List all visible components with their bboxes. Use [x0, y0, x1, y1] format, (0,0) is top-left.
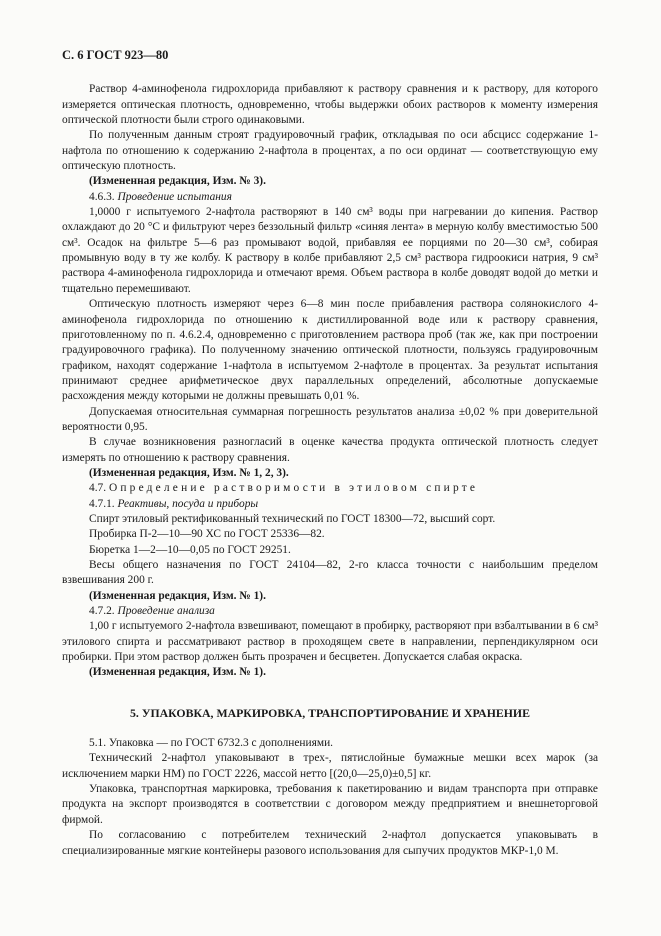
clause-number: 4.7.1.: [89, 497, 115, 510]
amendment-note: (Измененная редакция, Изм. № 1).: [89, 589, 266, 602]
paragraph: Пробирка П-2—10—90 ХС по ГОСТ 25336—82.: [89, 528, 325, 541]
paragraph: По согласованию с потребителем технический 2-нафтол допускается упаковывать в специализированные мягкие контейнеры разового использования для сыпучих продуктов МКР-1,0 М.: [62, 829, 598, 857]
clause-heading: [62, 604, 598, 619]
clause-number: 4.6.3.: [89, 190, 115, 203]
clause-title: Реактивы, посуда и приборы: [117, 497, 259, 510]
clause-heading: [62, 190, 598, 205]
paragraph: 5.1. Упаковка — по ГОСТ 6732.3 с дополнениями.: [89, 737, 334, 750]
page-header: С. 6 ГОСТ 923—80: [62, 48, 169, 62]
amendment-note: (Измененная редакция, Изм. № 3).: [89, 175, 266, 188]
paragraph: Допускаемая относительная суммарная погрешность результатов анализа ±0,02 % при доверительной вероятности 0,95.: [62, 405, 598, 433]
paragraph: Спирт этиловый ректификованный технический по ГОСТ 18300—72, высший сорт.: [89, 512, 496, 525]
clause-number: 4.7.: [89, 482, 107, 495]
clause-title: Проведение анализа: [117, 605, 215, 618]
paragraph: 1,0000 г испытуемого 2-нафтола растворяют в 140 см³ воды при нагревании до кипения. Раствор охлаждают до 20 °С и фильтруют через беззольный фильтр «синяя лента» в мерную колбу вместимостью 500 см³. Осадок на фильтре 5—6 раз промывают водой, прибавляя ее порциями по 20—30 см³, собирая промывную воду в ту же колбу. К раствору в колбе прибавляют 2,5 см³ раствора гидроокиси натрия, 9 см³ раствора 4-аминофенола гидрохлорида и отмечают время. Объем раствора в колбе доводят водой до метки и тщательно перемешивают.: [62, 206, 598, 295]
paragraph: Упаковка, транспортная маркировка, требования к пакетированию и видам транспорта при отправке продукта на экспорт производятся в соответствии с договором между предприятием и внешнеторговой фирмой.: [62, 783, 598, 826]
amendment-note: (Измененная редакция, Изм. № 1).: [89, 666, 266, 679]
clause-heading: [62, 481, 598, 496]
paragraph: В случае возникновения разногласий в оценке качества продукта оптической плотность следует измерять по отношению к раствору сравнения.: [62, 436, 598, 464]
paragraph: Раствор 4-аминофенола гидрохлорида прибавляют к раствору сравнения и к раствору, для которого измеряется оптическая плотность, одновременно, чтобы выдержки обоих растворов к моменту измерения оптической плотности были строго одинаковыми.: [62, 83, 598, 127]
clause-number: 4.7.2.: [89, 605, 115, 618]
paragraph: Весы общего назначения по ГОСТ 24104—82, 2-го класса точности с наибольшим пределом взвешивания 200 г.: [62, 559, 598, 587]
paragraph: По полученным данным строят градуировочный график, откладывая по оси абсцисс содержание 1-нафтола по отношению к содержанию 2-нафтола в процентах, а по оси ординат — соответствующую ему оптическую плотность.: [62, 129, 598, 173]
paragraph: 1,00 г испытуемого 2-нафтола взвешивают, помещают в пробирку, растворяют при взбалтывании в 6 см³ этилового спирта и рассматривают раствор в проходящем свете в направлении, перпендикулярном оси пробирки. При этом раствор должен быть прозрачен и бесцветен. Допускается слабая окраска.: [62, 620, 598, 664]
amendment-note: (Измененная редакция, Изм. № 1, 2, 3).: [89, 466, 289, 479]
section-title: 5. УПАКОВКА, МАРКИРОВКА, ТРАНСПОРТИРОВАНИЕ И ХРАНЕНИЕ: [130, 705, 530, 720]
paragraph: Бюретка 1—2—10—0,05 по ГОСТ 29251.: [89, 543, 291, 556]
clause-heading: [62, 497, 598, 512]
paragraph: Технический 2-нафтол упаковывают в трех-, пятислойные бумажные мешки всех марок (за исключением марки НМ) по ГОСТ 2226, массой нетто [(20,0—25,0)±0,5] кг.: [62, 752, 598, 780]
paragraph: Оптическую плотность измеряют через 6—8 мин после прибавления раствора солянокислого 4-аминофенола гидрохлорида по отношению к дистиллированной воде или к раствору сравнения, приготовленному по п. 4.6.2.4, одновременно с приготовлением раствора проб (так же, как при построении градуировочного графика). По полученному значению оптической плотности, пользуясь градуировочным графиком, находят содержание 1-нафтола в испытуемом 2-нафтоле в процентах. За результат испытания принимают среднее арифметическое двух параллельных определений, абсолютные допускаемые расхождения между которыми не должны превышать 0,01 %.: [62, 298, 598, 403]
clause-title: Проведение испытания: [117, 190, 232, 203]
document-page: [62, 48, 598, 859]
clause-title: Определение растворимости в этиловом спирте: [108, 482, 479, 495]
